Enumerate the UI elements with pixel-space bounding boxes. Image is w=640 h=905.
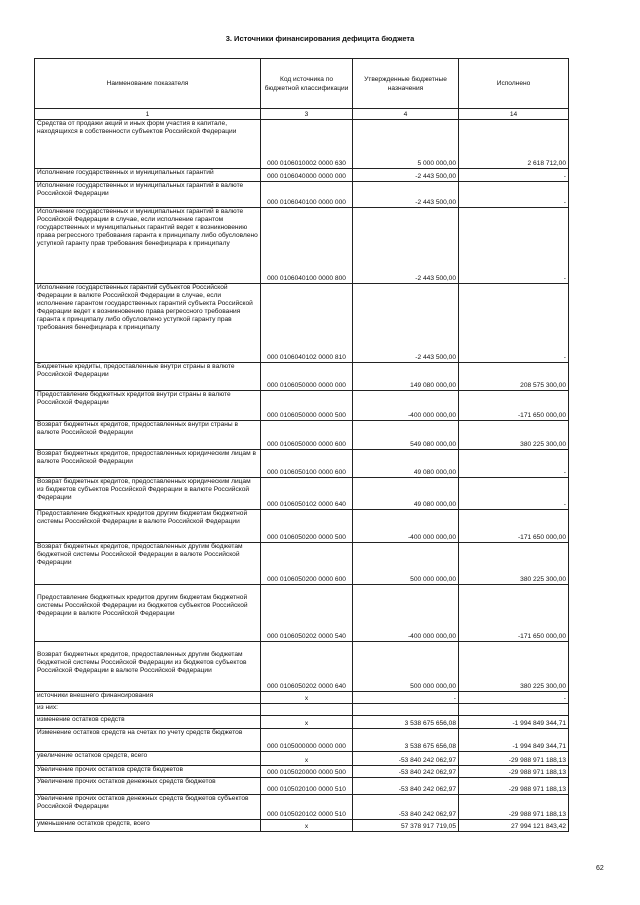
row-approved: 3 538 675 656,08 (353, 729, 459, 752)
row-executed: -1 994 849 344,71 (459, 729, 569, 752)
row-name: источники внешнего финансирования (35, 692, 261, 704)
row-executed: 380 225 300,00 (459, 642, 569, 692)
row-name: Исполнение государственных и муниципальных гарантий (35, 169, 261, 182)
row-code: 000 0105020000 0000 500 (261, 766, 353, 778)
row-approved: -53 840 242 062,97 (353, 752, 459, 766)
row-name: Возврат бюджетных кредитов, предоставленных другим бюджетам бюджетной системы Российской Федерации в валюте Российской Федерации (35, 543, 261, 585)
row-executed: -29 988 971 188,13 (459, 766, 569, 778)
row-code: 000 0106050202 0000 640 (261, 642, 353, 692)
row-executed: -171 650 000,00 (459, 585, 569, 642)
row-executed: 380 225 300,00 (459, 421, 569, 450)
row-approved: 3 538 675 656,08 (353, 716, 459, 729)
row-code: 000 0106040100 0000 800 (261, 208, 353, 284)
table-row (35, 421, 569, 450)
row-name: Увеличение прочих остатков денежных средств бюджетов (35, 778, 261, 795)
row-approved: 57 378 917 719,05 (353, 820, 459, 832)
header-approved: Утвержденные бюджетные назначения (353, 59, 459, 109)
row-code: 000 0106050100 0000 600 (261, 450, 353, 478)
row-executed: - (459, 284, 569, 363)
row-code: 000 0106010002 0000 630 (261, 120, 353, 169)
row-approved: 149 080 000,00 (353, 363, 459, 391)
row-name: Средства от продажи акций и иных форм участия в капитале, находящихся в собственности субъектов Российской Федерации (35, 120, 261, 169)
row-executed: - (459, 692, 569, 704)
row-code: x (261, 752, 353, 766)
table-header-row (35, 59, 569, 109)
table-row (35, 478, 569, 510)
financing-sources-table (34, 58, 569, 832)
row-approved (353, 704, 459, 716)
table-row (35, 692, 569, 704)
header-code: Код источника по бюджетной классификации (261, 59, 353, 109)
row-name: Исполнение государственных гарантий субъектов Российской Федерации в валюте Российской Федерации в случае, если исполнение гарантом государственных гарантий субъекта Российской Федерации ведет к возникновению права регрессного требования гаранта к принципалу либо обусловлено уступкой гаранту прав требования бенефициара к принципалу (35, 284, 261, 363)
row-approved: -53 840 242 062,97 (353, 778, 459, 795)
row-code: 000 0106050200 0000 500 (261, 510, 353, 543)
row-name: Бюджетные кредиты, предоставленные внутри страны в валюте Российской Федерации (35, 363, 261, 391)
table-row (35, 450, 569, 478)
row-code: 000 0106050102 0000 640 (261, 478, 353, 510)
table-row (35, 766, 569, 778)
row-code: x (261, 692, 353, 704)
row-executed: - (459, 169, 569, 182)
row-approved: 500 000 000,00 (353, 642, 459, 692)
table-row (35, 795, 569, 820)
row-name: изменение остатков средств (35, 716, 261, 729)
table-row (35, 716, 569, 729)
page-number: 62 (596, 865, 604, 872)
row-code: x (261, 820, 353, 832)
table-row (35, 510, 569, 543)
row-approved: -2 443 500,00 (353, 208, 459, 284)
row-approved: - (353, 692, 459, 704)
row-code (261, 704, 353, 716)
row-approved: -400 000 000,00 (353, 585, 459, 642)
column-number: 4 (353, 109, 459, 120)
table-row (35, 120, 569, 169)
row-executed: -1 994 849 344,71 (459, 716, 569, 729)
row-name: Исполнение государственных и муниципальных гарантий в валюте Российской Федерации (35, 182, 261, 208)
row-name: Возврат бюджетных кредитов, предоставленных внутри страны в валюте Российской Федерации (35, 421, 261, 450)
column-number: 3 (261, 109, 353, 120)
table-row (35, 363, 569, 391)
row-code: 000 0105000000 0000 000 (261, 729, 353, 752)
row-name: Исполнение государственных и муниципальных гарантий в валюте Российской Федерации в случае, если исполнение гарантом государственных и муниципальных гарантий ведет к возникновению права регрессного требования гаранта к принципалу либо обусловлено уступкой гаранту прав требования бенефициара к принципалу (35, 208, 261, 284)
column-number: 1 (35, 109, 261, 120)
row-name: Предоставление бюджетных кредитов другим бюджетам бюджетной системы Российской Федерации из бюджетов субъектов Российской Федерации в валюте Российской Федерации (35, 585, 261, 642)
row-name: Изменение остатков средств на счетах по учету средств бюджетов (35, 729, 261, 752)
row-approved: 549 080 000,00 (353, 421, 459, 450)
row-executed: - (459, 450, 569, 478)
row-code: 000 0105020100 0000 510 (261, 778, 353, 795)
header-executed: Исполнено (459, 59, 569, 109)
row-code: 000 0106050202 0000 540 (261, 585, 353, 642)
row-executed: 380 225 300,00 (459, 543, 569, 585)
row-approved: -2 443 500,00 (353, 284, 459, 363)
table-row (35, 585, 569, 642)
row-approved: 49 080 000,00 (353, 478, 459, 510)
row-code: 000 0106050000 0000 500 (261, 391, 353, 421)
row-name: Возврат бюджетных кредитов, предоставленных юридическим лицам из бюджетов субъектов Российской Федерации в валюте Российской Федерации (35, 478, 261, 510)
row-name: из них: (35, 704, 261, 716)
row-name: Возврат бюджетных кредитов, предоставленных другим бюджетам бюджетной системы Российской Федерации из бюджетов субъектов Российской Федерации в валюте Российской Федерации (35, 642, 261, 692)
column-number-row (35, 109, 569, 120)
row-executed: - (459, 182, 569, 208)
column-number: 14 (459, 109, 569, 120)
row-name: Увеличение прочих остатков денежных средств бюджетов субъектов Российской Федерации (35, 795, 261, 820)
row-executed: - (459, 208, 569, 284)
table-row (35, 752, 569, 766)
table-row (35, 642, 569, 692)
row-code: 000 0106050000 0000 000 (261, 363, 353, 391)
row-approved: -400 000 000,00 (353, 510, 459, 543)
row-approved: -53 840 242 062,97 (353, 795, 459, 820)
row-executed: 27 994 121 843,42 (459, 820, 569, 832)
row-code: 000 0105020102 0000 510 (261, 795, 353, 820)
header-name: Наименование показателя (35, 59, 261, 109)
row-code: 000 0106050200 0000 600 (261, 543, 353, 585)
row-code: 000 0106040100 0000 000 (261, 182, 353, 208)
row-code: 000 0106040102 0000 810 (261, 284, 353, 363)
table-row (35, 391, 569, 421)
row-executed: 2 618 712,00 (459, 120, 569, 169)
table-row (35, 729, 569, 752)
row-code: 000 0106040000 0000 000 (261, 169, 353, 182)
row-executed: -29 988 971 188,13 (459, 778, 569, 795)
row-approved: 49 080 000,00 (353, 450, 459, 478)
section-title: 3. Источники финансирования дефицита бюджета (225, 34, 415, 43)
table-row (35, 543, 569, 585)
table-row (35, 169, 569, 182)
row-approved: -2 443 500,00 (353, 182, 459, 208)
row-approved: -400 000 000,00 (353, 391, 459, 421)
row-approved: 500 000 000,00 (353, 543, 459, 585)
row-approved: -2 443 500,00 (353, 169, 459, 182)
table-row (35, 704, 569, 716)
row-approved: 5 000 000,00 (353, 120, 459, 169)
row-name: уменьшение остатков средств, всего (35, 820, 261, 832)
row-name: Предоставление бюджетных кредитов внутри страны в валюте Российской Федерации (35, 391, 261, 421)
row-executed: -29 988 971 188,13 (459, 752, 569, 766)
table-row (35, 284, 569, 363)
row-name: увеличение остатков средств, всего (35, 752, 261, 766)
row-executed: -171 650 000,00 (459, 391, 569, 421)
row-code: 000 0106050000 0000 600 (261, 421, 353, 450)
row-executed (459, 704, 569, 716)
table-row (35, 208, 569, 284)
table-row (35, 820, 569, 832)
row-name: Возврат бюджетных кредитов, предоставленных юридическим лицам в валюте Российской Федерации (35, 450, 261, 478)
row-name: Предоставление бюджетных кредитов другим бюджетам бюджетной системы Российской Федерации в валюте Российской Федерации (35, 510, 261, 543)
table-row (35, 778, 569, 795)
row-executed: 208 575 300,00 (459, 363, 569, 391)
row-executed: - (459, 478, 569, 510)
row-name: Увеличение прочих остатков средств бюджетов (35, 766, 261, 778)
table-row (35, 182, 569, 208)
row-executed: -171 650 000,00 (459, 510, 569, 543)
row-code: x (261, 716, 353, 729)
row-executed: -29 988 971 188,13 (459, 795, 569, 820)
row-approved: -53 840 242 062,97 (353, 766, 459, 778)
